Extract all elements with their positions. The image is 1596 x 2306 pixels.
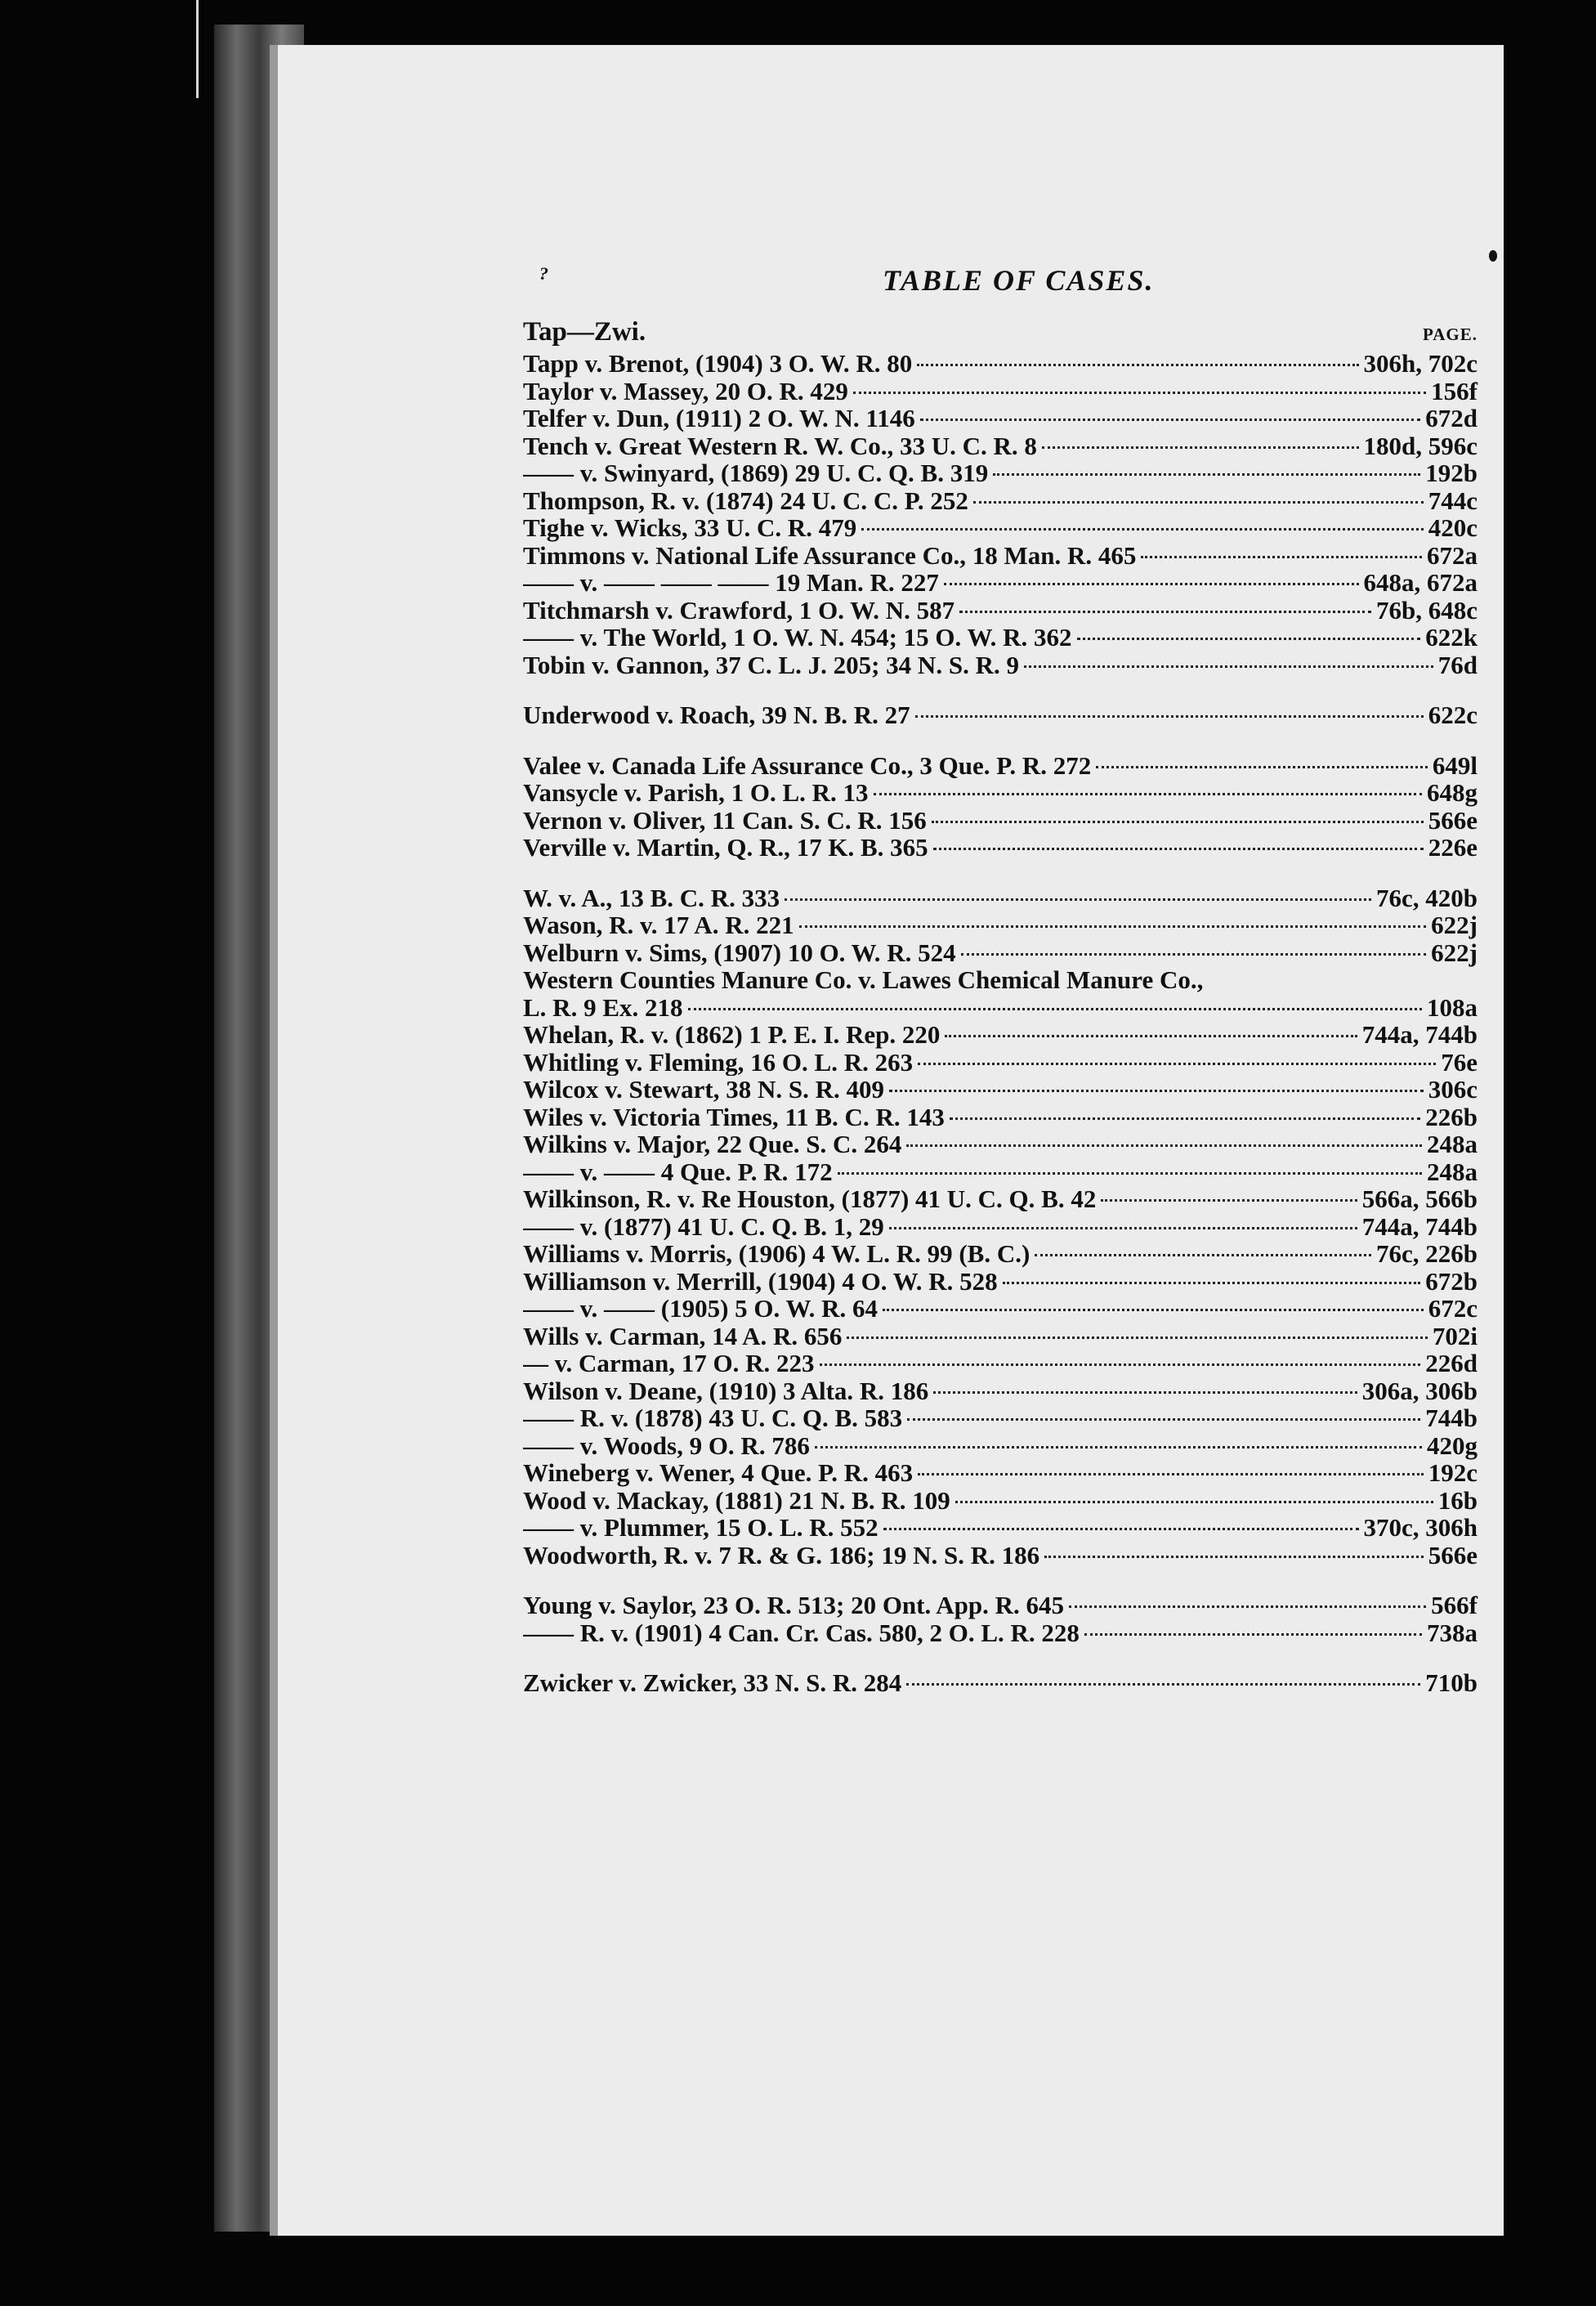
case-citation: Young v. Saylor, 23 O. R. 513; 20 Ont. App. R. 645 (523, 1592, 1065, 1619)
column-head (523, 317, 1478, 350)
dot-leader (945, 1035, 1357, 1037)
case-entry (523, 1619, 1478, 1647)
case-entry (523, 1076, 1478, 1104)
table-of-cases (523, 317, 1478, 1697)
case-entry (523, 701, 1478, 729)
page-reference: 622j (1431, 911, 1478, 939)
case-entry (523, 432, 1478, 460)
page-reference: 370c, 306h (1363, 1513, 1478, 1542)
dot-leader (973, 501, 1424, 504)
case-citation: —— v. (1877) 41 U. C. Q. B. 1, 29 (523, 1212, 884, 1240)
page-reference: 420c (1428, 513, 1478, 542)
dot-leader (933, 1391, 1357, 1394)
case-entry (523, 1158, 1478, 1186)
case-entry (523, 1213, 1478, 1241)
case-entry (523, 939, 1478, 967)
dot-leader (1077, 638, 1421, 640)
section-gap (523, 729, 1478, 752)
dot-leader (918, 1063, 1436, 1065)
dot-leader (1044, 1556, 1424, 1558)
dot-leader (874, 793, 1422, 795)
case-entry (523, 1377, 1478, 1405)
case-citation: —— v. Swinyard, (1869) 29 U. C. Q. B. 319 (523, 459, 989, 487)
dot-leader (955, 1501, 1433, 1503)
page-reference: 710b (1425, 1668, 1478, 1697)
dot-leader (993, 473, 1420, 476)
case-entry (523, 487, 1478, 515)
page-reference: 192c (1428, 1458, 1478, 1487)
dot-leader (918, 1473, 1424, 1475)
case-citation: Tobin v. Gannon, 37 C. L. J. 205; 34 N. S. R. 9 (523, 651, 1019, 678)
case-citation: L. R. 9 Ex. 218 (523, 993, 683, 1021)
case-citation: Wilkins v. Major, 22 Que. S. C. 264 (523, 1131, 902, 1158)
page-reference: 744a, 744b (1361, 1211, 1478, 1241)
scratch-mark (196, 0, 199, 98)
case-citation: Thompson, R. v. (1874) 24 U. C. C. P. 252 (523, 486, 968, 514)
dot-leader (1101, 1199, 1357, 1202)
dot-leader (799, 925, 1427, 928)
case-entry (523, 966, 1478, 994)
case-citation: Wineberg v. Wener, 4 Que. P. R. 463 (523, 1459, 914, 1487)
page-reference: 76c, 226b (1376, 1239, 1478, 1268)
page-reference: 566e (1428, 1540, 1478, 1569)
page-title: TABLE OF CASES. (883, 264, 1155, 297)
case-entry (523, 1049, 1478, 1077)
page-reference: 420g (1427, 1431, 1478, 1460)
section-gap (523, 862, 1478, 884)
page-reference: 672b (1425, 1266, 1478, 1296)
dot-leader (688, 1008, 1423, 1010)
case-citation: —— v. —— —— —— 19 Man. R. 227 (523, 569, 939, 597)
dot-leader (838, 1172, 1422, 1175)
case-entry (523, 1021, 1478, 1049)
page-reference: 622k (1425, 623, 1478, 652)
case-entry (523, 514, 1478, 542)
page-reference: 192b (1425, 459, 1478, 487)
page-reference: 566a, 566b (1361, 1184, 1478, 1213)
page-number: ? (539, 263, 550, 284)
dot-leader (889, 1090, 1424, 1092)
case-citation: —— v. Plummer, 15 O. L. R. 552 (523, 1514, 878, 1542)
case-citation: —— v. —— (1905) 5 O. W. R. 64 (523, 1295, 878, 1323)
dot-leader (1042, 446, 1359, 449)
page-reference: 248a (1427, 1130, 1478, 1158)
page-reference: 306h, 702c (1363, 349, 1478, 378)
case-entry (523, 1240, 1478, 1268)
case-entry (523, 834, 1478, 862)
case-entry (523, 1459, 1478, 1487)
dot-leader (959, 611, 1371, 613)
section-gap (523, 1646, 1478, 1669)
case-citation: Tighe v. Wicks, 33 U. C. R. 479 (523, 514, 857, 542)
case-citation: Valee v. Canada Life Assurance Co., 3 Que. P. R. 272 (523, 751, 1092, 779)
case-citation: Verville v. Martin, Q. R., 17 K. B. 365 (523, 834, 928, 862)
case-citation: Vernon v. Oliver, 11 Can. S. C. R. 156 (523, 806, 927, 834)
alphabetical-range: Tap—Zwi. (523, 317, 646, 347)
case-citation: Underwood v. Roach, 39 N. B. R. 27 (523, 701, 910, 729)
dot-leader (853, 392, 1426, 394)
dot-leader (933, 848, 1424, 850)
case-entry (523, 624, 1478, 652)
case-entry (523, 1185, 1478, 1213)
case-entry (523, 807, 1478, 835)
case-entry (523, 1131, 1478, 1158)
dot-leader (1024, 665, 1433, 668)
dot-leader (944, 583, 1359, 585)
case-citation: Woodworth, R. v. 7 R. & G. 186; 19 N. S. R. 186 (523, 1541, 1040, 1569)
case-citation: Tench v. Great Western R. W. Co., 33 U. C. R. 8 (523, 432, 1037, 459)
case-citation: Welburn v. Sims, (1907) 10 O. W. R. 524 (523, 938, 956, 966)
case-citation: Williamson v. Merrill, (1904) 4 O. W. R. 528 (523, 1267, 998, 1295)
case-entry (523, 1432, 1478, 1460)
case-citation: Taylor v. Massey, 20 O. R. 429 (523, 377, 848, 405)
page-reference: 76c, 420b (1376, 883, 1478, 912)
dot-leader (883, 1528, 1359, 1530)
dot-leader (815, 1446, 1422, 1449)
case-citation: Wilkinson, R. v. Re Houston, (1877) 41 U. C. Q. B. 42 (523, 1185, 1097, 1213)
case-citation: Wilson v. Deane, (1910) 3 Alta. R. 186 (523, 1377, 929, 1404)
dot-leader (950, 1117, 1420, 1120)
case-entry (523, 459, 1478, 487)
case-citation: Whelan, R. v. (1862) 1 P. E. I. Rep. 220 (523, 1021, 941, 1049)
page-reference: 738a (1427, 1618, 1478, 1647)
dot-leader (785, 898, 1371, 901)
case-citation: Timmons v. National Life Assurance Co., 18 Man. R. 465 (523, 541, 1137, 569)
case-entry (523, 1669, 1478, 1697)
case-citation: Telfer v. Dun, (1911) 2 O. W. N. 1146 (523, 405, 915, 432)
case-list (523, 350, 1478, 1697)
page-reference: 648g (1427, 778, 1478, 807)
case-citation: —— R. v. (1901) 4 Can. Cr. Cas. 580, 2 O. L. R. 228 (523, 1619, 1080, 1646)
case-citation: Wason, R. v. 17 A. R. 221 (523, 911, 794, 939)
case-citation: — v. Carman, 17 O. R. 223 (523, 1350, 815, 1377)
case-citation: Williams v. Morris, (1906) 4 W. L. R. 99 (B. C.) (523, 1240, 1030, 1268)
dot-leader (932, 821, 1424, 823)
case-citation: —— v. Woods, 9 O. R. 786 (523, 1431, 810, 1459)
page-reference: 622j (1431, 938, 1478, 967)
case-citation: Vansycle v. Parish, 1 O. L. R. 13 (523, 779, 869, 807)
case-entry (523, 1404, 1478, 1432)
page-reference: 76b, 648c (1376, 595, 1478, 625)
page-reference: 672a (1427, 540, 1478, 570)
case-citation: —— R. v. (1878) 43 U. C. Q. B. 583 (523, 1404, 903, 1432)
page-reference: 622c (1428, 701, 1478, 729)
dot-leader (1084, 1633, 1422, 1636)
case-citation: W. v. A., 13 B. C. R. 333 (523, 884, 780, 911)
page-reference: 226d (1425, 1349, 1478, 1377)
case-citation: —— v. —— 4 Que. P. R. 172 (523, 1157, 833, 1185)
page-reference: 648a, 672a (1363, 568, 1478, 597)
case-citation: Wills v. Carman, 14 A. R. 656 (523, 1322, 843, 1350)
dot-leader (1003, 1282, 1421, 1284)
page-reference: 649l (1432, 750, 1478, 780)
case-entry (523, 378, 1478, 405)
page-reference: 226e (1428, 833, 1478, 862)
dot-leader (883, 1309, 1424, 1311)
dot-leader (820, 1363, 1421, 1366)
page-reference: 156f (1431, 376, 1478, 405)
case-entry (523, 1514, 1478, 1542)
page-reference: 566f (1431, 1591, 1478, 1619)
page-reference: 306c (1428, 1075, 1478, 1104)
dot-leader (907, 1418, 1420, 1421)
ink-spot (1489, 250, 1497, 262)
section-gap (523, 1569, 1478, 1592)
dot-leader (906, 1683, 1420, 1686)
dot-leader (889, 1227, 1357, 1229)
dot-leader (906, 1144, 1422, 1147)
case-entry (523, 405, 1478, 432)
page-reference: 744b (1425, 1404, 1478, 1432)
case-citation: Zwicker v. Zwicker, 33 N. S. R. 284 (523, 1669, 902, 1697)
case-citation: Western Counties Manure Co. v. Lawes Chemical Manure Co., (523, 965, 1204, 994)
case-entry (523, 1542, 1478, 1569)
dot-leader (917, 364, 1358, 366)
dot-leader (847, 1337, 1427, 1339)
case-citation: Titchmarsh v. Crawford, 1 O. W. N. 587 (523, 596, 955, 624)
page-reference: 180d, 596c (1363, 431, 1478, 460)
case-entry (523, 884, 1478, 912)
case-citation: —— v. The World, 1 O. W. N. 454; 15 O. W. R. 362 (523, 624, 1072, 652)
dot-leader (961, 953, 1427, 956)
page-reference: 566e (1428, 805, 1478, 835)
case-entry (523, 911, 1478, 939)
case-entry (523, 1350, 1478, 1377)
case-entry (523, 994, 1478, 1022)
case-entry (523, 779, 1478, 807)
case-entry (523, 752, 1478, 780)
case-entry (523, 1295, 1478, 1323)
case-citation: Whitling v. Fleming, 16 O. L. R. 263 (523, 1048, 914, 1076)
page-reference: 226b (1425, 1102, 1478, 1131)
case-entry (523, 1592, 1478, 1619)
case-entry (523, 350, 1478, 378)
page-column-label: PAGE. (1422, 325, 1478, 344)
case-citation: Wood v. Mackay, (1881) 21 N. B. R. 109 (523, 1486, 950, 1514)
case-entry (523, 542, 1478, 570)
dot-leader (1035, 1254, 1371, 1256)
page-reference: 16b (1437, 1485, 1478, 1515)
dot-leader (920, 419, 1421, 421)
case-entry (523, 569, 1478, 597)
case-entry (523, 652, 1478, 679)
page-reference: 248a (1427, 1157, 1478, 1186)
page-reference: 76e (1441, 1047, 1478, 1077)
case-citation: Wilcox v. Stewart, 38 N. S. R. 409 (523, 1076, 885, 1104)
page-reference: 672c (1428, 1294, 1478, 1323)
dot-leader (1141, 556, 1422, 558)
page-reference: 672d (1425, 404, 1478, 432)
case-entry (523, 1323, 1478, 1350)
page-reference: 76d (1437, 650, 1478, 679)
dot-leader (1096, 766, 1428, 768)
case-entry (523, 597, 1478, 625)
page-reference: 744c (1428, 486, 1478, 515)
dot-leader (861, 528, 1423, 531)
page-reference: 306a, 306b (1361, 1376, 1478, 1405)
page-reference: 108a (1427, 992, 1478, 1022)
section-gap (523, 678, 1478, 701)
case-citation: Wiles v. Victoria Times, 11 B. C. R. 143 (523, 1103, 945, 1131)
case-citation: Tapp v. Brenot, (1904) 3 O. W. R. 80 (523, 350, 913, 378)
page-reference: 744a, 744b (1361, 1020, 1478, 1049)
dot-leader (915, 715, 1424, 718)
case-entry (523, 1487, 1478, 1515)
case-entry (523, 1104, 1478, 1131)
dot-leader (1069, 1605, 1426, 1608)
page-reference: 702i (1432, 1321, 1478, 1350)
case-entry (523, 1268, 1478, 1296)
